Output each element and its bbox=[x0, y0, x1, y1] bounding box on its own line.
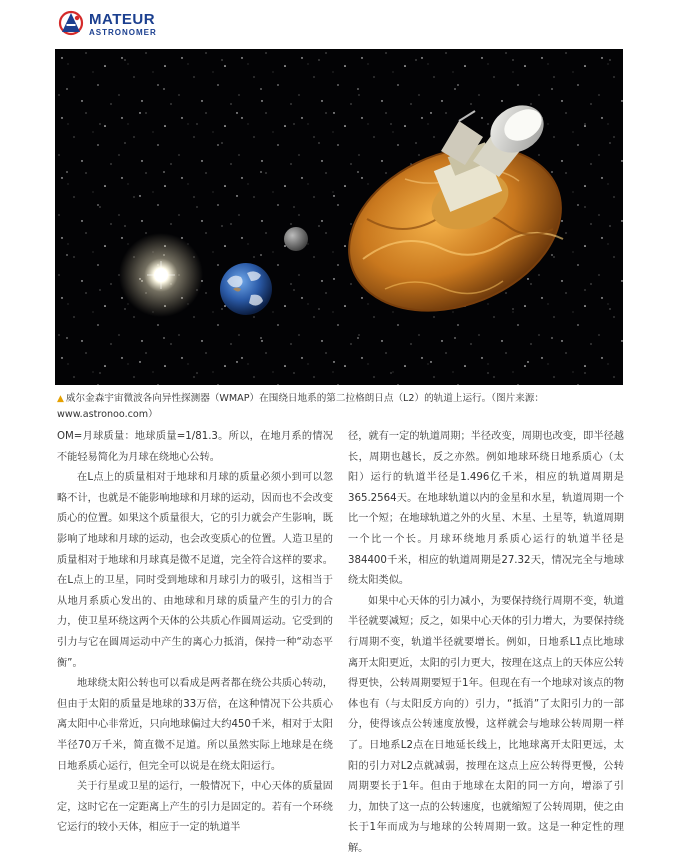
earth bbox=[220, 263, 272, 315]
paragraph: OM=月球质量：地球质量=1/81.3。所以，在地月系的情况不能轻易简化为月球在绕地心公转。 bbox=[57, 431, 333, 463]
paragraph: 在L点上的质量相对于地球和月球的质量必须小到可以忽略不计，也就是不能影响地球和月球的运动，因而也不会改变质心的位置。如果这个质量很大，它的引力就会产生影响，既影响了地球和月球的运动，也会改变质心的位置。人造卫星的质量相对于地球和月球真是微不足道，完全符合这样的要求。在L点上的卫星，同时受到地球和月球引力的吸引，这相当于从地月系质心发出的、由地球和月球的质量产生的引力的合力，使卫星环绕这两个天体的公共质心作圆周运动。它受到的引力与它在圆周运动中产生的离心力抵消，保持一种“动态平衡”。 bbox=[57, 472, 333, 669]
wmap-illustration bbox=[55, 49, 623, 385]
caption-text: 威尔金森宇宙微波各向异性探测器（WMAP）在围绕日地系的第二拉格朗日点（L2）的轨道上运行。（图片来源：www.astronoo.com） bbox=[57, 393, 544, 420]
triangle-icon: ▲ bbox=[57, 394, 64, 404]
logo-title: MATEUR bbox=[89, 11, 156, 28]
paragraph: 地球绕太阳公转也可以看成是两者都在绕公共质心转动，但由于太阳的质量是地球的33万倍，在这种情况下公共质心离太阳中心非常近，只向地球偏过大约450千米，相对于太阳半径70万千米，简直微不足道。所以虽然实际上地球是在绕日地系质心运行，但完全可以说是在绕太阳运行。 bbox=[57, 678, 333, 772]
paragraph: 如果中心天体的引力减小，为要保持绕行周期不变，轨道半径就要减短；反之，如果中心天体的引力增大，为要保持绕行周期不变，轨道半径就要增长。例如，日地系L1点比地球离开太阳更近，太阳的引力更大，按理在这点上的天体应公转得更快，公转周期要短于1年。但现在有一个地球对该点的物体也有（与太阳反方向的）引力，“抵消”了太阳引力的一部分，使得该点公转速度放慢，这样就会与地球公转周期一样了。日地系L2点在日地延长线上，比地球离开太阳更远，太阳的引力对L2点就减弱，按理在这点上应公转得更慢，公转周期要长于1年。但由于地球在太阳的同一方向，增添了引力，加快了这一点的公转速度，也就缩短了公转周期，使之由长于1年而成为与地球的公转周期一致。这是一种定性的理解。 bbox=[348, 595, 624, 854]
paragraph: 径，就有一定的轨道周期；半径改变，周期也改变，即半径越长，周期也越长，反之亦然。例如地球环绕日地系质心（太阳）运行的轨道半径是1.496亿千米，相应的轨道周期是365.2564天。在地球轨道以内的金星和水星，轨道周期一个比一个短；在地球轨道之外的火星、木星、土星等，轨道周期一个比一个长。月球环绕地月系质心运行的轨道半径是384400千米，相应的轨道周期是27.32天，情况完全与地球绕太阳类似。 bbox=[348, 431, 624, 587]
magazine-logo bbox=[58, 8, 168, 44]
paragraph: 关于行星或卫星的运行，一般情况下，中心天体的质量固定，这时它在一定距离上产生的引力是固定的。若有一个环绕它运行的较小天体，相应于一定的轨道半 bbox=[57, 781, 333, 834]
logo-emblem-icon bbox=[58, 10, 84, 36]
logo-subtitle: ASTRONOMER bbox=[89, 28, 157, 37]
left-column bbox=[57, 427, 333, 839]
right-column bbox=[348, 427, 624, 859]
photo-caption bbox=[57, 391, 625, 422]
moon bbox=[284, 227, 308, 251]
space-scene bbox=[55, 49, 623, 385]
